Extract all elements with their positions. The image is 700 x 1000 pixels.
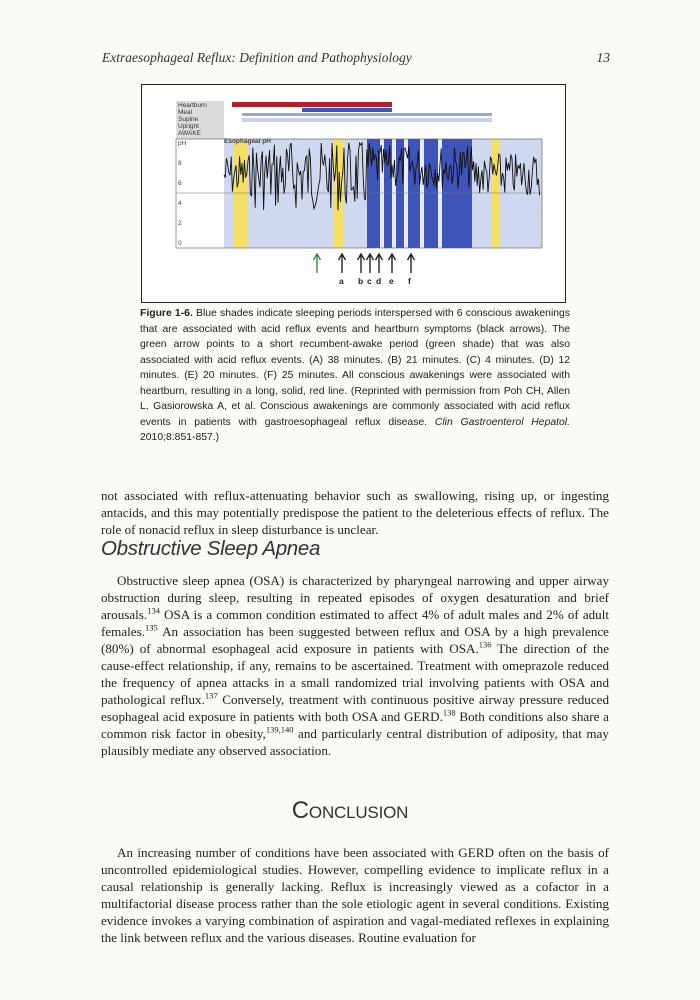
running-title: Extraesophageal Reflux: Definition and Pathophysiology — [102, 50, 412, 65]
arrow-label-f: f — [408, 276, 411, 286]
ref-139-140: 139,140 — [265, 724, 294, 735]
continued-paragraph — [101, 487, 609, 538]
y-tick-2: 2 — [178, 220, 182, 227]
legend-heartburn: Heartburn — [178, 102, 207, 109]
y-tick-0: 0 — [178, 240, 182, 247]
y-axis-label: pH — [178, 140, 187, 147]
figure-1-6 — [141, 84, 566, 303]
running-head — [102, 50, 610, 66]
awakening-gap — [392, 139, 396, 248]
upright-bar — [242, 113, 492, 116]
section-heading-conclusion: Conclusion — [291, 797, 409, 824]
ref-135: 135 — [145, 622, 158, 633]
arrow-label-c: c — [367, 276, 372, 286]
legend-meal: Meal — [178, 109, 193, 116]
osa-section-body — [101, 572, 609, 759]
ref-136: 136 — [478, 639, 492, 650]
page-number: 13 — [596, 50, 610, 65]
y-tick-4: 4 — [178, 200, 182, 207]
paragraph-continued: not associated with reflux-attenuating behavior such as swallowing, rising up, or ingesting antacids, and this may potentially predispose the patient to the deleterious effects of reflux. The role of nonacid reflux in sleep disturbance is unclear. — [101, 488, 609, 537]
y-tick-8: 8 — [178, 160, 182, 167]
legend-awake: AWAKE — [178, 130, 201, 137]
heartburn-bar — [232, 102, 392, 107]
ph-tracing-figure — [142, 85, 564, 301]
supine-bar — [302, 108, 392, 112]
legend-supine: Supine — [178, 116, 199, 123]
awakening-gap — [420, 139, 424, 248]
caption-label: Figure 1-6. — [140, 308, 193, 319]
arrow-label-e: e — [389, 276, 394, 286]
caption-text: Blue shades indicate sleeping periods interspersed with 6 conscious awakenings that are associated with acid reflux events and heartburn symptoms (black arrows). The green arrow points to a short recumbent-awake period (green shade) that was also associated with acid reflux events. (A) 38 minutes. (B) 21 minutes. (C) 4 minutes. (D) 12 minutes. (E) 20 minutes. (F) 25 minutes. All conscious awakenings were associated with heartburn, resulting in a long, solid, red line. (Reprinted with permission from Poh CH, Allen L, Gasiorowska A, et al. Conscious awakenings are commonly associated with acid reflux events in patients with gastroesophageal reflux disease. — [140, 308, 571, 428]
awakening-gap — [404, 139, 408, 248]
caption-journal: Clin Gastroenterol Hepatol. — [434, 416, 570, 428]
ref-134: 134 — [147, 605, 160, 616]
section-heading-osa: Obstructive Sleep Apnea — [101, 537, 321, 560]
ref-137: 137 — [204, 690, 218, 701]
arrow-label-d: d — [376, 276, 382, 286]
conclusion-paragraph: An increasing number of conditions have been associated with GERD often on the basis of uncontrolled epidemiological studies. However, compelling evidence to implicate reflux in a causal relationship is generally lacking. Reflux is increasingly viewed as a cofactor in a multifactorial disease process rather than the sole etiologic agent in several conditions. Existing evidence invokes a varying combination of aspiration and vagal-mediated reflexes in explaining the link between reflux and the various diseases. Routine evaluation for — [101, 845, 609, 945]
arrow-label-b: b — [358, 276, 364, 286]
osa-paragraph: Obstructive sleep apnea (OSA) is characterized by pharyngeal narrowing and upper airway obstruction during sleep, resulting in repeated episodes of oxygen desaturation and brief arousals.$^{134}$ OSA is a common condition estimated to affect 4% of adult males and 2% of adult females.$^{135}$ An association has been suggested between reflux and OSA by a high prevalence (80%) of abnormal esophageal acid exposure in patients with OSA.$^{136}$ The direction of the cause-effect relationship, if any, remains to be ascertained. Treatment with omeprazole reduced the frequency of apnea attacks in a small randomized trial involving patients with OSA and pathological reflux.$^{137}$ Conversely, treatment with continuous positive airway pressure reduced esophageal acid exposure in patients with both OSA and GERD.$^{138}$ Both conditions also share a common risk factor in obesity,$^{139,140}$ and particularly central distribution of adiposity, that may plausibly mediate any observed association. — [101, 573, 610, 758]
caption-citation: 2010;8:851-857.) — [140, 432, 220, 443]
y-tick-6: 6 — [178, 180, 182, 187]
meal-band — [234, 139, 248, 248]
ref-138: 138 — [442, 707, 456, 718]
figure-caption — [140, 306, 570, 446]
conclusion-body — [101, 844, 609, 946]
plot-label: Esophageal pH — [224, 138, 271, 145]
arrow-label-a: a — [339, 276, 344, 286]
meal-band — [334, 139, 344, 248]
legend-upright: Upright — [178, 123, 199, 130]
awake-bar — [242, 118, 492, 122]
